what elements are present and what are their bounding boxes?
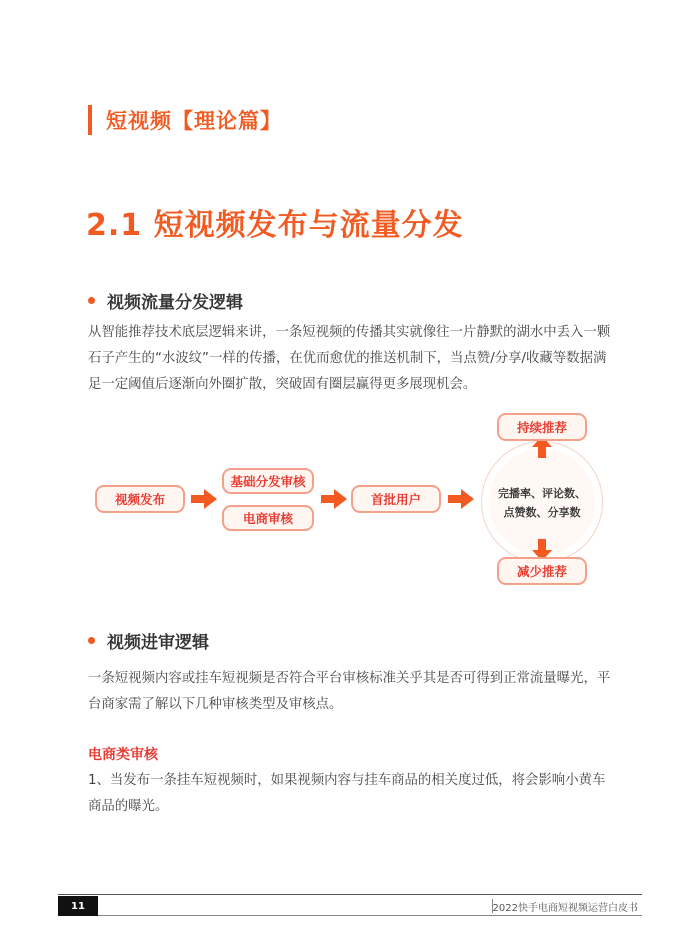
metrics-line-2: 点赞数、分享数 xyxy=(503,506,581,519)
paragraph-traffic-logic: 从智能推荐技术底层逻辑来讲，一条短视频的传播其实就像往一片静默的湖水中丢入一颗石子产生的“水波纹”一样的传播，在优而愈优的推送机制下，当点赞/分享/收藏等数据满足一定阈值后逐渐向外圈扩散，突破固有圈层赢得更多展现机会。 xyxy=(88,325,611,392)
footer-rule xyxy=(58,894,642,895)
arrow-right-icon xyxy=(191,489,217,509)
node-first-users: 首批用户 xyxy=(351,485,441,513)
subhead-text: 视频流量分发逻辑 xyxy=(107,293,243,313)
node-reduce-recommend: 减少推荐 xyxy=(497,557,587,585)
paragraph-review-logic: 一条短视频内容或挂车短视频是否符合平台审核标准关乎其是否可得到正常流量曝光，平台商家需了解以下几种审核类型及审核点。 xyxy=(88,671,611,712)
ecommerce-review-heading: 电商类审核 xyxy=(88,747,158,763)
chapter-title: 2.1 短视频发布与流量分发 xyxy=(86,208,464,243)
bullet-dot-icon xyxy=(88,637,95,644)
arrow-right-icon xyxy=(321,489,347,509)
section-header xyxy=(88,104,282,136)
node-continue-recommend: 持续推荐 xyxy=(497,413,587,441)
arrow-right-icon xyxy=(448,489,474,509)
bullet-dot-icon xyxy=(88,297,95,304)
node-video-publish: 视频发布 xyxy=(95,485,185,513)
metrics-line-1: 完播率、评论数、 xyxy=(498,487,586,500)
node-ecommerce-review: 电商审核 xyxy=(222,505,314,531)
subhead-text: 视频进审逻辑 xyxy=(107,633,209,653)
section-header-text: 短视频【理论篇】 xyxy=(106,109,282,133)
section-accent-bar xyxy=(88,105,92,135)
paragraph-ecommerce-review: 1、当发布一条挂车短视频时，如果视频内容与挂车商品的相关度过低，将会影响小黄车商品的曝光。 xyxy=(88,773,606,814)
subhead-review-logic xyxy=(88,628,209,653)
page-number: 11 xyxy=(58,896,98,916)
subhead-traffic-logic xyxy=(88,288,243,313)
footer-doc-title: 2022快手电商短视频运营白皮书 xyxy=(492,903,638,914)
metrics-text xyxy=(484,484,600,522)
node-basic-review: 基础分发审核 xyxy=(222,468,314,494)
